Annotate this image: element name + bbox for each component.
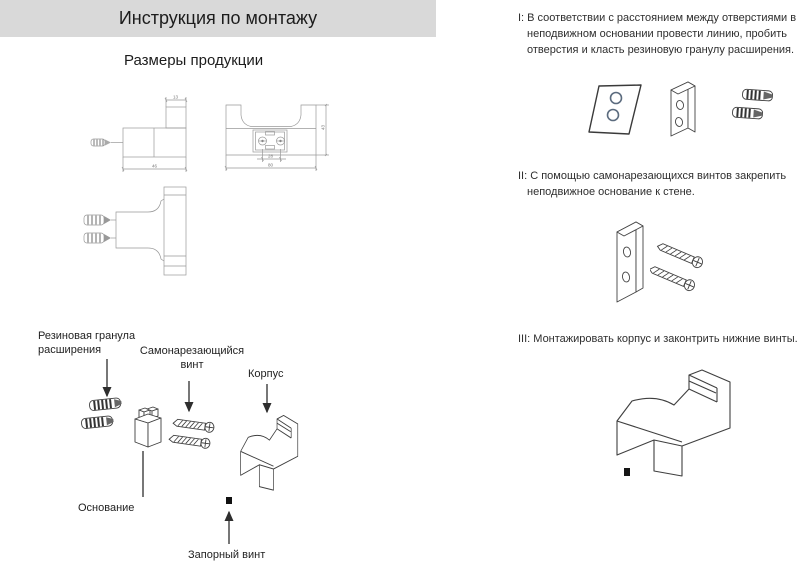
step-2-base-plate: [612, 216, 648, 312]
label-body: Корпус: [248, 368, 284, 380]
label-base: Основание: [78, 502, 135, 514]
step-3-text: III: Монтажировать корпус и законтрить нижние винты.: [518, 333, 798, 345]
dim-front-outer: 80: [268, 162, 274, 168]
exploded-screws: [168, 415, 230, 457]
page-title: Инструкция по монтажу: [118, 8, 318, 28]
header-band: [0, 0, 436, 37]
dim-side-bottom: 46: [152, 163, 158, 169]
label-rubber-granule: Резиновая гранула расширения: [38, 330, 136, 357]
step-3-body: [592, 358, 774, 490]
label-self-tapping-screw: Самонарезающийся винт: [139, 345, 245, 372]
exploded-anchors: [78, 395, 140, 441]
front-view-drawing: [213, 83, 348, 188]
dim-front-inner: 28: [268, 153, 274, 159]
dim-side-top: 13: [173, 94, 179, 100]
step-2-screws: [650, 238, 750, 308]
dim-front-height: 43: [320, 124, 326, 130]
section-subtitle: Размеры продукции: [124, 52, 264, 69]
exploded-base: [132, 402, 168, 450]
top-view-drawing: [80, 186, 200, 281]
step-1-text: I: В соответствии с расстоянием между отверстиями в неподвижном основании провести линию, пробить отверстия и класть резиновую гранулу расширения.: [518, 12, 797, 56]
side-view-drawing: [86, 85, 211, 180]
exploded-body: [228, 407, 320, 500]
step-1-wall-template: [583, 82, 653, 138]
step-1-base-plate: [666, 78, 701, 140]
locking-screw-part: [624, 468, 630, 476]
label-locking-screw: Запорный винт: [188, 549, 266, 561]
step-1-anchors: [728, 84, 790, 128]
step-2-text: II: С помощью самонарезающихся винтов закрепить неподвижное основание к стене.: [518, 170, 787, 198]
